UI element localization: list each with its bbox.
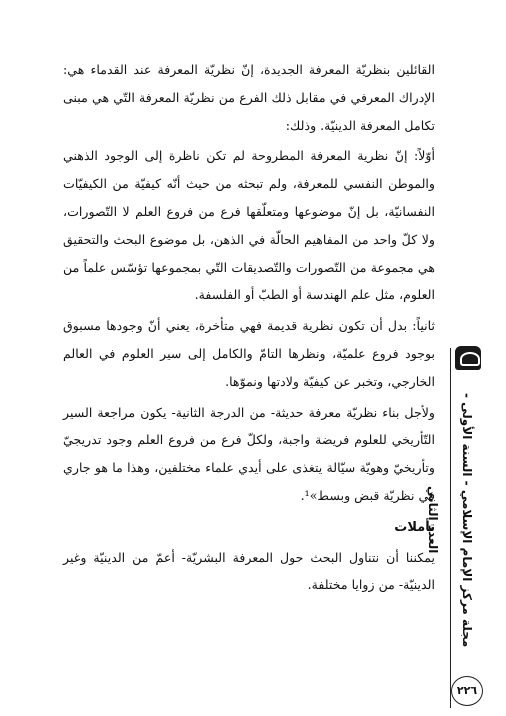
paragraph-2: أوّلاً: إنّ نظرية المعرفة المطروحة لم تكن ناظرة إلى الوجود الذهني والموطن النفسي للمعرفة، ولم تبحثه من حيث أنّه كيفيّة من الكيفيّات النفسانيّة، بل إنّ موضوعها ومتعلّقها فرع من فروع العلم لا التّصورات، ولا كلّ واحد من المفاهيم الحالّة في الذهن، بل موضوع البحث والتحقيق هي مجموعة من التّصورات والتّصديقات التّي بمجموعها تؤسّس علماً من العلوم، مثل علم الهندسة أو الطبّ أو الفلسفة. — [63, 148, 435, 303]
paragraph-1: القائلين بنظريّة المعرفة الجديدة، إنّ نظريّة المعرفة عند القدماء هي: الإدراك المعرفي في مقابل ذلك الفرع من نظريّة المعرفة التّي هي مبنى تكامل المعرفة الدينيّة. وذلك: — [63, 62, 435, 133]
paragraph-5: يمكننا أن نتناول البحث حول المعرفة البشريّة- أعمّ من الدينيّة وغير الدينيّة- من زوايا مختلفة. — [63, 549, 435, 593]
section-heading: تأملات — [394, 519, 435, 535]
journal-logo-icon — [455, 346, 481, 370]
paragraph-3: ثانياً: بدل أن تكون نظرية قديمة فهي متأخرة، يعني أنّ وجودها مسبوق بوجود فروع علميّة، ونظرها التامّ والكامل إلى سير العلوم في العالم الخارجي، وتخبر عن كيفيّة ولادتها ونموّها. — [63, 318, 435, 389]
main-text — [63, 56, 435, 599]
paragraph-4: ولأجل بناء نظريّة معرفة حديثة- من الدرجة الثانية- يكون مراجعة السير التّأريخي للعلوم فريضة واجبة، ولكلّ فرع من فروع العلم وجود تدريجيّ وتأريخيّ وهويّة سيّالة يتغذى على أيدي علماء مختلفين، وهذا ما هو جاري في نظريّة قبض وبسط»¹. — [63, 404, 435, 503]
journal-running-title: مجلة مركز الإمام الإسلامي - السنة الأولى - العدد الثاني — [426, 392, 474, 648]
page-number: ٢٢٦ — [451, 676, 483, 706]
